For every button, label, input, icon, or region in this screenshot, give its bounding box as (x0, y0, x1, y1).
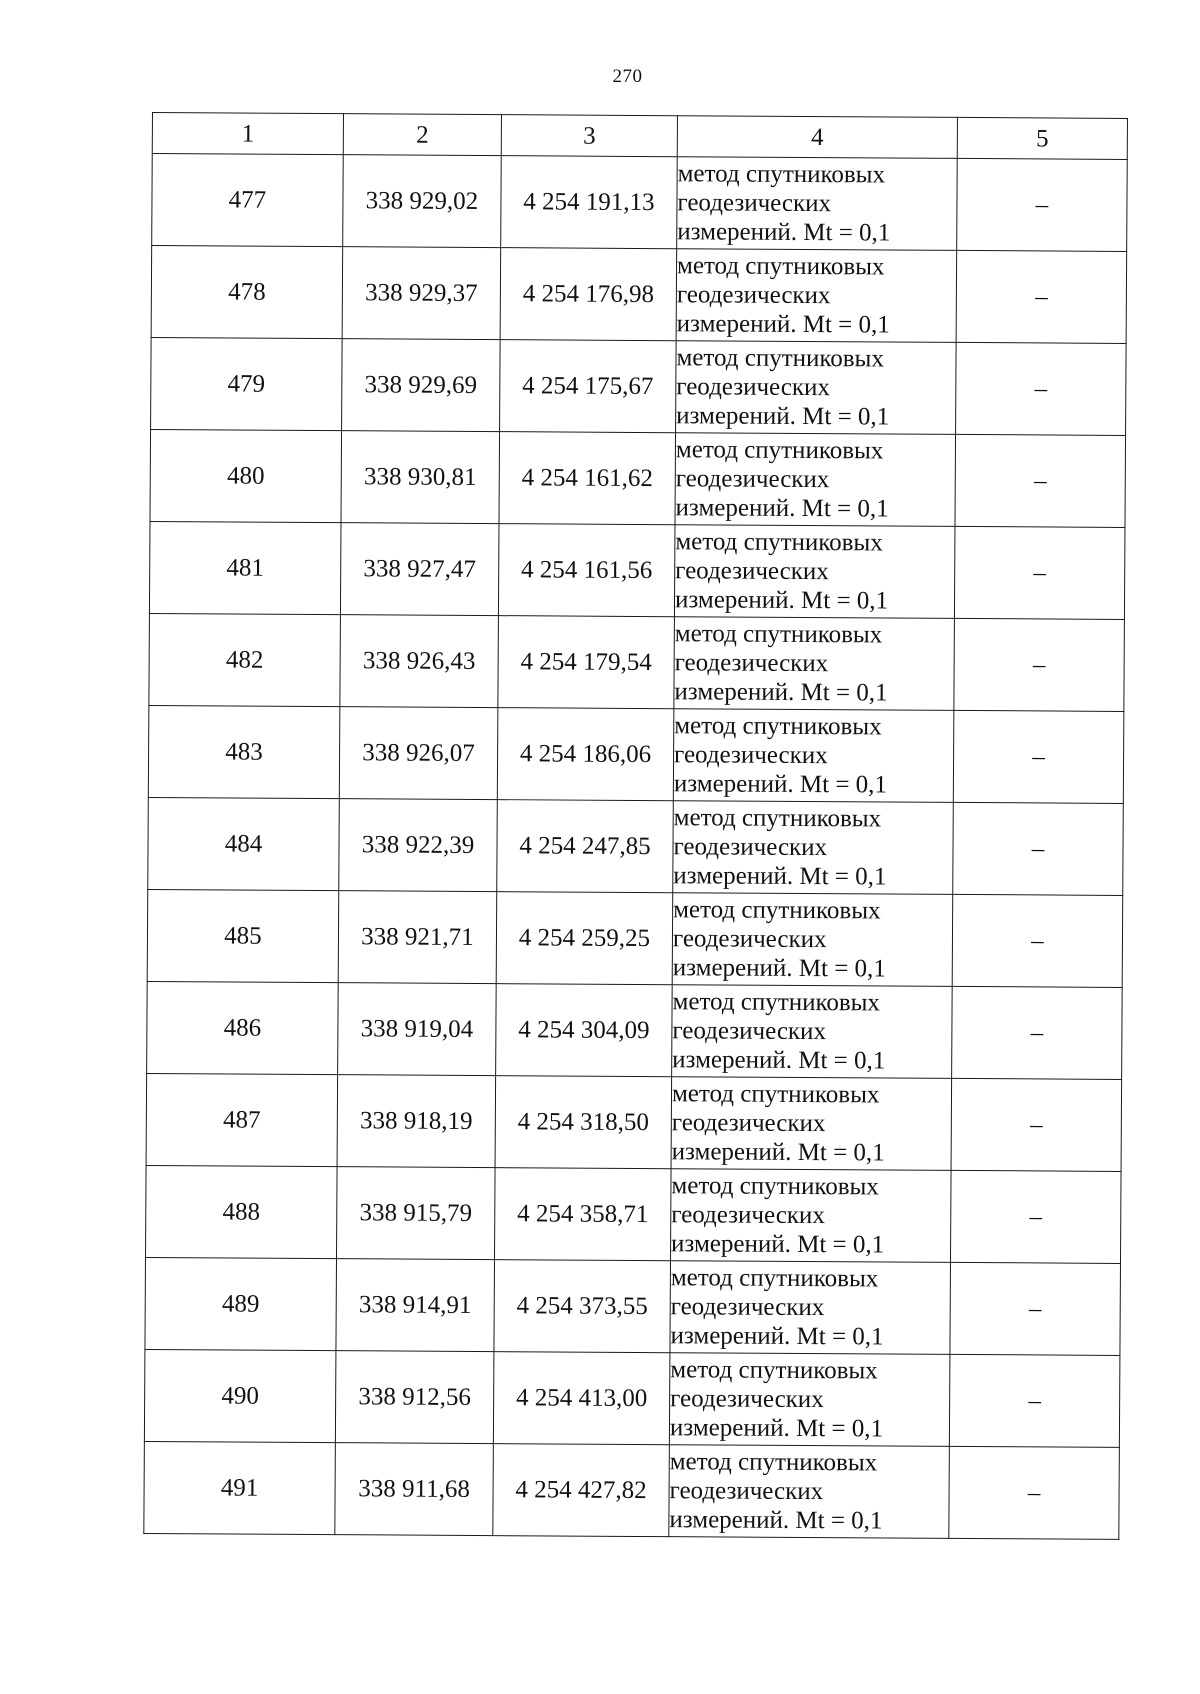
y-coordinate-cell: 4 254 373,55 (494, 1260, 671, 1353)
method-cell (677, 157, 958, 251)
x-coordinate-cell: 338 929,37 (342, 247, 501, 340)
note-cell: – (954, 618, 1125, 711)
y-coordinate-cell: 4 254 318,50 (495, 1076, 672, 1169)
header-col-1: 1 (152, 113, 343, 155)
note-cell: – (949, 1354, 1120, 1447)
y-coordinate-cell: 4 254 358,71 (494, 1168, 671, 1261)
table-row (144, 1441, 1120, 1539)
method-line: геодезических (669, 1477, 824, 1506)
table-row (146, 1165, 1122, 1263)
method-cell (674, 617, 955, 711)
table-row (146, 1073, 1122, 1171)
note-cell: – (950, 1170, 1121, 1263)
method-line: метод спутниковых (670, 1356, 878, 1385)
method-line: геодезических (670, 1385, 824, 1414)
point-number-cell: 481 (149, 521, 341, 614)
method-cell (673, 709, 954, 803)
x-coordinate-cell: 338 918,19 (337, 1075, 496, 1168)
method-cell (671, 1077, 952, 1171)
table-row (151, 246, 1127, 344)
method-line: измерений. Mt = 0,1 (671, 1138, 885, 1167)
point-number-cell: 485 (147, 889, 339, 982)
point-number-cell: 490 (144, 1349, 336, 1442)
y-coordinate-cell: 4 254 175,67 (500, 340, 677, 433)
note-cell: – (956, 250, 1127, 343)
method-line: измерений. Mt = 0,1 (676, 310, 890, 339)
method-line: метод спутниковых (672, 988, 881, 1017)
point-number-cell: 482 (149, 613, 341, 706)
table-row (149, 521, 1125, 619)
method-line: метод спутниковых (676, 252, 885, 281)
method-line: метод спутниковых (673, 804, 882, 833)
method-line: измерений. Mt = 0,1 (675, 494, 889, 523)
y-coordinate-cell: 4 254 413,00 (493, 1352, 670, 1445)
point-number-cell: 486 (147, 981, 339, 1074)
method-line: метод спутниковых (677, 160, 886, 189)
table-row (147, 981, 1123, 1079)
x-coordinate-cell: 338 930,81 (341, 431, 500, 524)
x-coordinate-cell: 338 926,07 (339, 707, 498, 800)
y-coordinate-cell: 4 254 304,09 (496, 984, 673, 1077)
note-cell: – (949, 1446, 1120, 1539)
method-cell (670, 1169, 951, 1263)
method-cell (669, 1353, 950, 1447)
method-line: геодезических (676, 281, 831, 310)
method-line: измерений. Mt = 0,1 (673, 862, 887, 891)
y-coordinate-cell: 4 254 176,98 (500, 248, 677, 341)
table-body (144, 154, 1127, 1540)
method-line: измерений. Mt = 0,1 (671, 1230, 885, 1259)
method-line: геодезических (677, 189, 832, 218)
method-line: метод спутниковых (675, 436, 884, 465)
method-cell (676, 249, 957, 343)
method-line: метод спутниковых (670, 1264, 879, 1293)
table-row (148, 705, 1124, 803)
note-cell: – (953, 710, 1124, 803)
table-row (144, 1349, 1120, 1447)
method-line: метод спутниковых (671, 1080, 880, 1109)
x-coordinate-cell: 338 911,68 (335, 1443, 494, 1536)
method-line: геодезических (671, 1109, 826, 1138)
x-coordinate-cell: 338 922,39 (339, 799, 498, 892)
table-row (150, 429, 1126, 527)
table-row (151, 337, 1127, 435)
table-row (147, 889, 1123, 987)
method-line: измерений. Mt = 0,1 (672, 1046, 886, 1075)
x-coordinate-cell: 338 915,79 (336, 1167, 495, 1260)
method-line: метод спутниковых (673, 896, 881, 925)
x-coordinate-cell: 338 921,71 (338, 891, 497, 984)
y-coordinate-cell: 4 254 161,62 (499, 432, 676, 525)
x-coordinate-cell: 338 914,91 (336, 1259, 495, 1352)
method-cell (675, 433, 956, 527)
note-cell: – (956, 342, 1127, 435)
method-line: геодезических (676, 373, 831, 402)
point-number-cell: 477 (152, 154, 344, 247)
note-cell: – (951, 1078, 1122, 1171)
x-coordinate-cell: 338 919,04 (338, 983, 497, 1076)
method-line: геодезических (672, 925, 827, 954)
y-coordinate-cell: 4 254 179,54 (498, 616, 675, 709)
method-line: измерений. Mt = 0,1 (676, 402, 890, 431)
table-row (149, 613, 1125, 711)
method-line: измерений. Mt = 0,1 (669, 1506, 883, 1535)
point-number-cell: 489 (145, 1257, 337, 1350)
method-line: метод спутниковых (674, 712, 882, 741)
y-coordinate-cell: 4 254 427,82 (493, 1444, 670, 1537)
method-line: измерений. Mt = 0,1 (674, 678, 888, 707)
method-line: измерений. Mt = 0,1 (672, 954, 886, 983)
x-coordinate-cell: 338 926,43 (340, 615, 499, 708)
y-coordinate-cell: 4 254 161,56 (498, 524, 675, 617)
method-line: измерений. Mt = 0,1 (677, 218, 891, 247)
x-coordinate-cell: 338 929,69 (342, 339, 501, 432)
method-line: геодезических (675, 465, 830, 494)
method-cell (673, 801, 954, 895)
note-cell: – (952, 986, 1123, 1079)
method-line: геодезических (672, 1017, 827, 1046)
method-cell (672, 893, 953, 987)
method-line: геодезических (673, 833, 828, 862)
header-col-3: 3 (501, 115, 677, 157)
method-line: геодезических (674, 741, 828, 770)
method-line: метод спутниковых (674, 620, 883, 649)
point-number-cell: 484 (148, 797, 340, 890)
method-line: метод спутниковых (675, 528, 883, 557)
y-coordinate-cell: 4 254 191,13 (501, 156, 678, 249)
header-col-5: 5 (957, 117, 1127, 159)
note-cell: – (952, 894, 1123, 987)
method-line: измерений. Mt = 0,1 (674, 586, 889, 615)
method-line: измерений. Mt = 0,1 (673, 770, 888, 799)
method-cell (670, 1261, 951, 1355)
point-number-cell: 478 (151, 246, 343, 339)
y-coordinate-cell: 4 254 247,85 (497, 800, 674, 893)
note-cell: – (955, 434, 1126, 527)
point-number-cell: 479 (151, 337, 343, 430)
coordinates-table (143, 112, 1128, 1540)
note-cell: – (954, 526, 1125, 619)
table-row (148, 797, 1124, 895)
method-line: метод спутниковых (676, 344, 884, 373)
header-row (152, 113, 1127, 160)
table-row (145, 1257, 1121, 1355)
y-coordinate-cell: 4 254 259,25 (496, 892, 673, 985)
method-line: геодезических (674, 649, 829, 678)
x-coordinate-cell: 338 912,56 (335, 1351, 494, 1444)
point-number-cell: 480 (150, 429, 342, 522)
point-number-cell: 483 (148, 705, 340, 798)
note-cell: – (953, 802, 1124, 895)
method-line: метод спутниковых (671, 1172, 879, 1201)
x-coordinate-cell: 338 927,47 (340, 523, 499, 616)
method-cell (672, 985, 953, 1079)
note-cell: – (957, 158, 1128, 251)
y-coordinate-cell: 4 254 186,06 (497, 708, 674, 801)
note-cell: – (950, 1262, 1121, 1355)
method-line: измерений. Mt = 0,1 (669, 1414, 884, 1443)
method-line: геодезических (670, 1293, 825, 1322)
method-cell (674, 525, 955, 619)
point-number-cell: 487 (146, 1073, 338, 1166)
method-line: геодезических (671, 1201, 825, 1230)
table-row (152, 154, 1128, 252)
method-line: измерений. Mt = 0,1 (670, 1322, 884, 1351)
method-line: метод спутниковых (669, 1448, 878, 1477)
table-header (152, 113, 1127, 160)
method-cell (676, 341, 957, 435)
x-coordinate-cell: 338 929,02 (343, 155, 502, 248)
header-col-4: 4 (677, 116, 957, 159)
point-number-cell: 488 (146, 1165, 338, 1258)
method-cell (669, 1445, 950, 1539)
header-col-2: 2 (343, 114, 501, 156)
page-number: 270 (612, 66, 643, 87)
point-number-cell: 491 (144, 1441, 336, 1534)
method-line: геодезических (675, 557, 829, 586)
